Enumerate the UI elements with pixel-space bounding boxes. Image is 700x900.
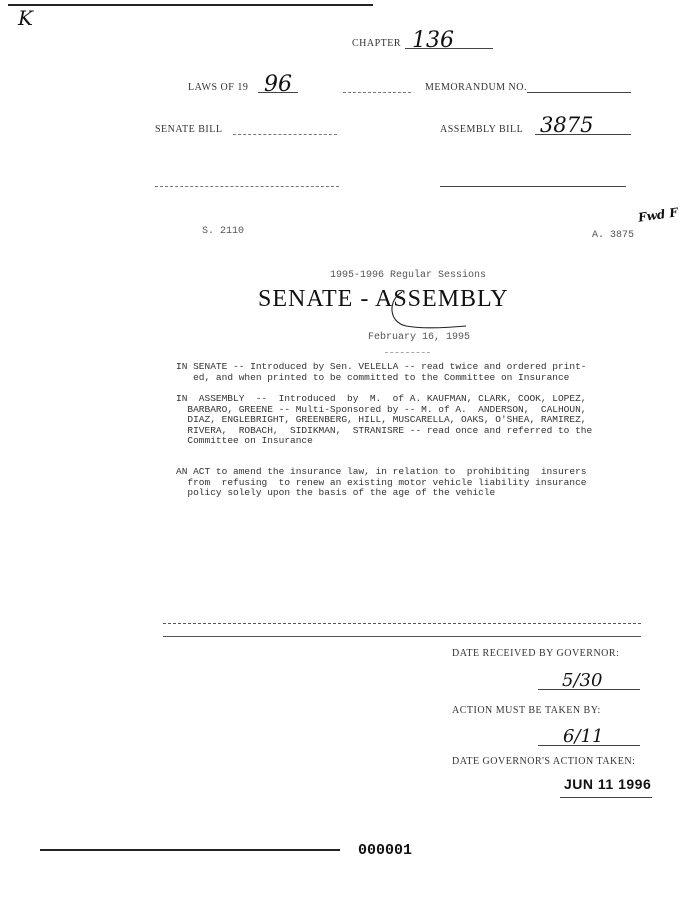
handwritten-loop-mark [382, 286, 472, 330]
assembly-bill-value: 3875 [540, 113, 594, 137]
in-senate-paragraph: IN SENATE -- Introduced by Sen. VELELLA -- read twice and ordered print- ed, and when printed to be committed to the Committee on Insurance [176, 361, 587, 383]
action-taken-label: DATE GOVERNOR'S ACTION TAKEN: [452, 756, 636, 767]
action-by-label: ACTION MUST BE TAKEN BY: [452, 705, 601, 716]
action-taken-stamp: JUN 11 1996 [564, 776, 652, 792]
page-number: 000001 [358, 842, 413, 859]
senate-bill-label: SENATE BILL [155, 124, 223, 135]
top-rule [8, 4, 373, 6]
corner-mark: K [18, 6, 33, 30]
action-by-value: 6/11 [563, 726, 604, 747]
memorandum-label: MEMORANDUM NO. [425, 82, 528, 93]
senate-bill-underline [233, 134, 337, 135]
footer-rule [40, 849, 340, 851]
date-received-label: DATE RECEIVED BY GOVERNOR: [452, 648, 620, 659]
blank-line-right [440, 186, 626, 187]
date-underline [385, 352, 430, 353]
chapter-value: 136 [412, 28, 454, 53]
date-line: February 16, 1995 [368, 332, 471, 343]
in-assembly-paragraph: IN ASSEMBLY -- Introduced by M. of A. KAUFMAN, CLARK, COOK, LOPEZ, BARBARO, GREENE -- Multi-Sponsored by -- M. of A. ANDERSON, CALHOUN, DIAZ, ENGLEBRIGHT, GREENBERG, HILL, MUSCARELLA, OAKS, O'SHEA, RAMIREZ, RIVERA, ROBACH, SIDIKMAN, STRANISRE -- read once and referred to the Committee on Insurance [176, 393, 593, 446]
action-taken-underline [560, 797, 652, 798]
memorandum-underline [527, 92, 631, 93]
chapter-label: CHAPTER [352, 38, 402, 49]
laws-value: 96 [264, 72, 292, 97]
senate-bill-number: S. 2110 [202, 226, 245, 237]
margin-note: Fwd F [637, 205, 679, 225]
assembly-bill-label: ASSEMBLY BILL [440, 124, 524, 135]
separator-line-1 [163, 623, 641, 624]
session-line: 1995-1996 Regular Sessions [330, 270, 487, 281]
act-paragraph: AN ACT to amend the insurance law, in relation to prohibiting insurers from refusing to renew an existing motor vehicle liability insurance policy solely upon the basis of the age of the vehicle [176, 466, 587, 498]
laws-label: LAWS OF 19 [188, 82, 249, 93]
assembly-bill-number: A. 3875 [592, 230, 635, 241]
blank-line-left [155, 186, 339, 187]
laws-extra-line [343, 92, 411, 93]
separator-line-2 [163, 636, 641, 637]
date-received-value: 5/30 [562, 670, 603, 691]
document-title: SENATE - ASSEMBLY [258, 286, 509, 312]
